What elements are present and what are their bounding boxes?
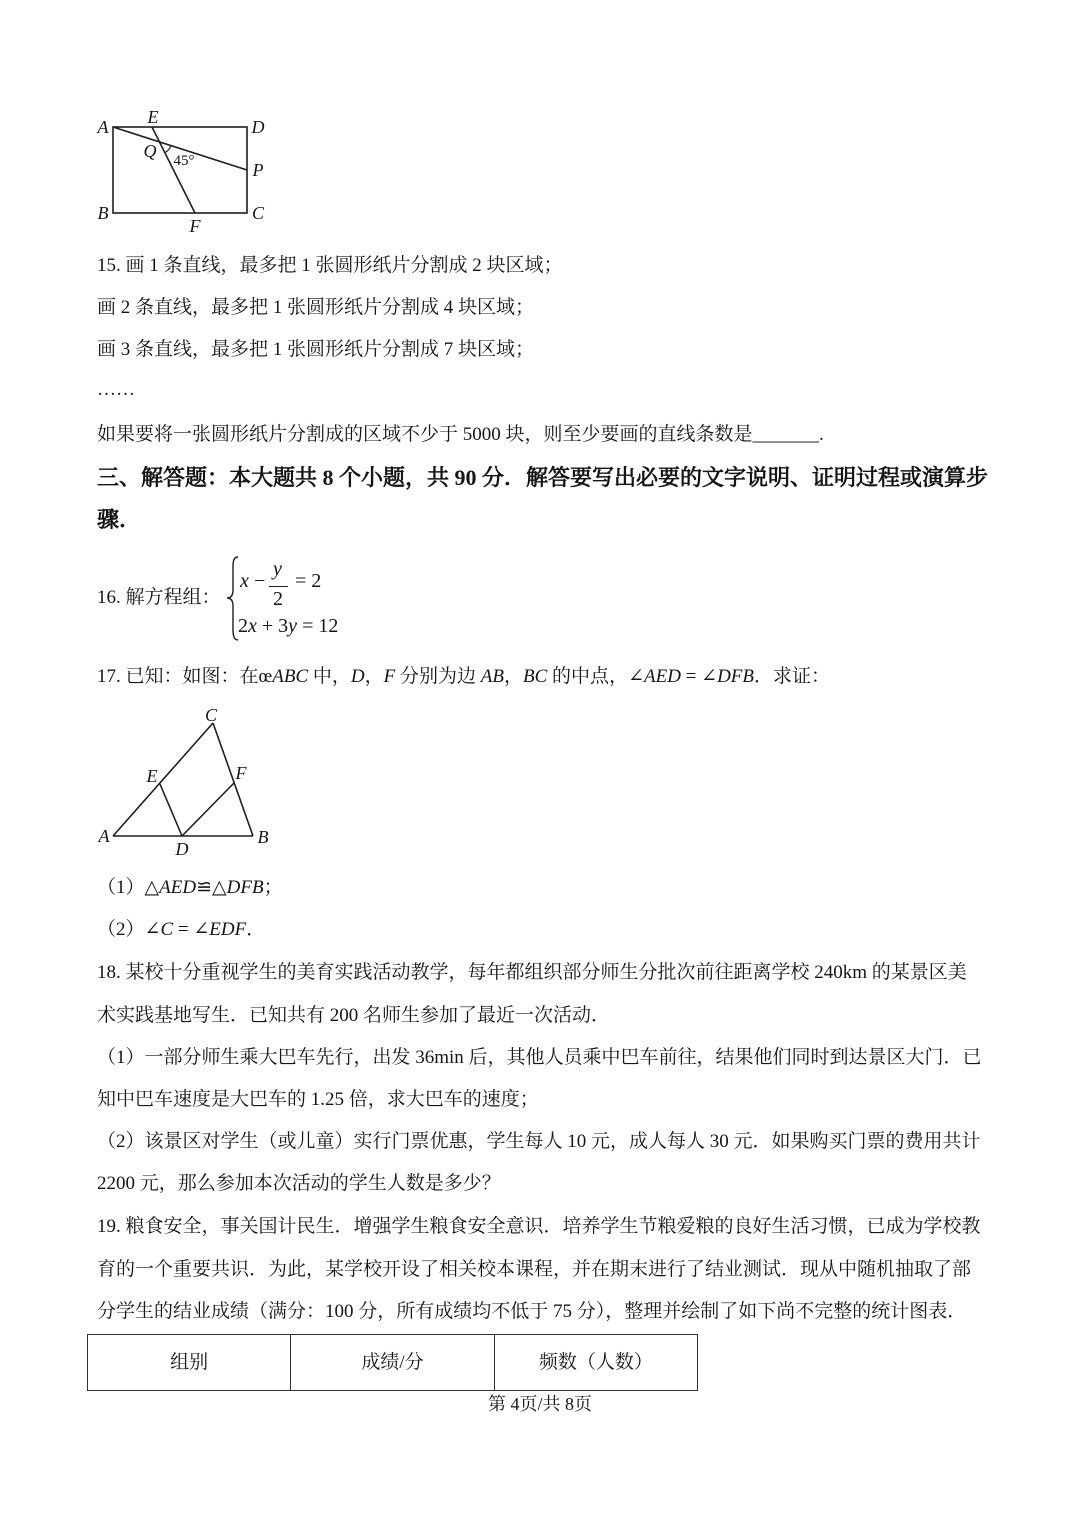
table-header-frequency: 频数（人数） [494, 1335, 697, 1390]
q18-line-3: （1）一部分师生乘大巴车先行，出发 36min 后，其他人员乘中巴车前往，结果他们同时到达景区大门．已 [97, 1047, 982, 1068]
eq1-minus: − [254, 570, 266, 592]
q15-question-text: 如果要将一张圆形纸片分割成的区域不少于 5000 块，则至少要画的直线条数是 [97, 424, 753, 445]
segment-bc: BC [523, 666, 548, 687]
eq2-rhs: = 12 [297, 615, 339, 637]
part-1-label: （1） [97, 877, 145, 898]
q17-text-7: ．求证： [754, 666, 831, 687]
eq1-x: x [240, 570, 249, 592]
q15-question [97, 423, 824, 447]
q17-part-1 [97, 876, 283, 900]
label-a: A [97, 117, 109, 137]
angle-arc-45 [165, 146, 171, 153]
eq1-numerator: y [273, 558, 282, 580]
statistics-table [87, 1334, 698, 1391]
label-e: E [147, 107, 159, 127]
section-3-title-line-2: 骤． [97, 507, 142, 532]
angle-dfb: DFB [717, 666, 754, 687]
q17-text-2: 中， [308, 666, 351, 687]
eq2-coef: 2 [238, 615, 248, 637]
page-number: 第 4页/共 8页 [487, 1394, 592, 1414]
label-angle-45: 45° [173, 153, 195, 169]
triangle-aed: AED [159, 877, 197, 898]
q17-text-4: 分别为边 [395, 666, 481, 687]
eq1-denominator: 2 [273, 588, 283, 610]
q15-line-3: 画 3 条直线，最多把 1 张圆形纸片分割成 7 块区域； [97, 339, 535, 360]
q17-text-5: ， [504, 666, 524, 687]
q18-line-4: 知中巴车速度是大巴车的 1.25 倍，求大巴车的速度； [97, 1089, 539, 1110]
q17-text-3: ， [364, 666, 384, 687]
segment-ed [160, 784, 182, 836]
q18-line-6: 2200 元，那么参加本次活动的学生人数是多少？ [97, 1173, 501, 1194]
q15-line-2: 画 2 条直线，最多把 1 张圆形纸片分割成 4 块区域； [97, 297, 535, 318]
q18-line-2: 术实践基地写生．已知共有 200 名师生参加了最近一次活动． [97, 1005, 611, 1026]
figure-rectangle-abcd [90, 100, 280, 240]
segment-ef [152, 127, 195, 213]
segment-cb [213, 723, 253, 836]
q17-text-1: 17. 已知：如图：在 [97, 666, 259, 687]
section-3-title-line-1: 三、解答题：本大题共 8 个小题，共 90 分．解答要写出必要的文字说明、证明过程或演算步 [97, 465, 989, 490]
q15-question-end: . [819, 424, 824, 445]
q19-line-3: 分学生的结业成绩（满分：100 分，所有成绩均不低于 75 分），整理并绘制了如下尚不完整的统计图表． [97, 1301, 967, 1322]
equals-angle: = ∠ [173, 919, 210, 940]
angle-edf: EDF [209, 919, 247, 940]
left-brace [227, 557, 238, 640]
segment-df [182, 783, 234, 836]
eq2 [238, 614, 338, 638]
label-c: C [204, 705, 218, 725]
eq2-var-x: x [248, 615, 257, 637]
q17-text-6: 的中点， [547, 666, 629, 687]
label-f: F [189, 216, 201, 236]
label-q: Q [143, 141, 157, 161]
congruent-symbol: ≌△ [196, 877, 227, 898]
part-2-label: （2） [97, 919, 145, 940]
label-c: C [251, 203, 265, 223]
label-d: D [175, 839, 189, 859]
part-1-end: ； [263, 877, 283, 898]
angle-symbol: ∠ [144, 919, 161, 940]
triangle-symbol: △ [144, 877, 160, 898]
part-2-end: ． [246, 919, 266, 940]
eq1-rhs: = 2 [295, 570, 322, 592]
q15-line-1: 15. 画 1 条直线，最多把 1 张圆形纸片分割成 2 块区域； [97, 255, 563, 276]
label-b: B [97, 203, 109, 223]
triangle-abc: ABC [272, 666, 309, 687]
angle-aed: AED [643, 666, 681, 687]
q15-ellipsis: …… [97, 379, 135, 400]
segment-ab: AB [480, 666, 504, 687]
label-d: D [251, 117, 265, 137]
point-f: F [383, 666, 396, 687]
label-b: B [257, 827, 269, 847]
q18-line-1: 18. 某校十分重视学生的美育实践活动教学，每年都组织部分师生分批次前往距离学校 240km 的某景区美 [97, 962, 967, 983]
label-e: E [146, 766, 158, 786]
equals-angle: = ∠ [680, 666, 718, 687]
table-header-score: 成绩/分 [290, 1335, 493, 1390]
figure-triangle-abc [90, 700, 280, 865]
rectangle-abcd [113, 127, 247, 213]
angle-c: C [160, 919, 174, 940]
q16-prefix: 16. 解方程组： [97, 587, 221, 608]
q17-part-2 [97, 918, 265, 942]
q19-line-1: 19. 粮食安全，事关国计民生．增强学生粮食安全意识．培养学生节粮爱粮的良好生活习惯，已成为学校教 [97, 1216, 981, 1237]
triangle-dfb: DFB [226, 877, 264, 898]
q18-line-5: （2）该景区对学生（或儿童）实行门票优惠，学生每人 10 元，成人每人 30 元．如果购买门票的费用共计 [97, 1131, 981, 1152]
label-p: P [252, 160, 264, 180]
label-f: F [235, 763, 247, 783]
label-a: A [98, 826, 110, 846]
table-header-group: 组别 [170, 1351, 209, 1373]
point-d: D [350, 666, 365, 687]
triangle-symbol: œ [258, 666, 273, 687]
q19-line-2: 育的一个重要共识．为此，某学校开设了相关校本课程，并在期末进行了结业测试．现从中随机抽取了部 [97, 1259, 972, 1280]
eq2-op: + 3 [256, 615, 289, 637]
angle-symbol: ∠ [628, 666, 644, 687]
q17-stem [97, 665, 830, 689]
eq2-var-y: y [288, 615, 298, 637]
answer-blank: _______ [752, 424, 820, 445]
